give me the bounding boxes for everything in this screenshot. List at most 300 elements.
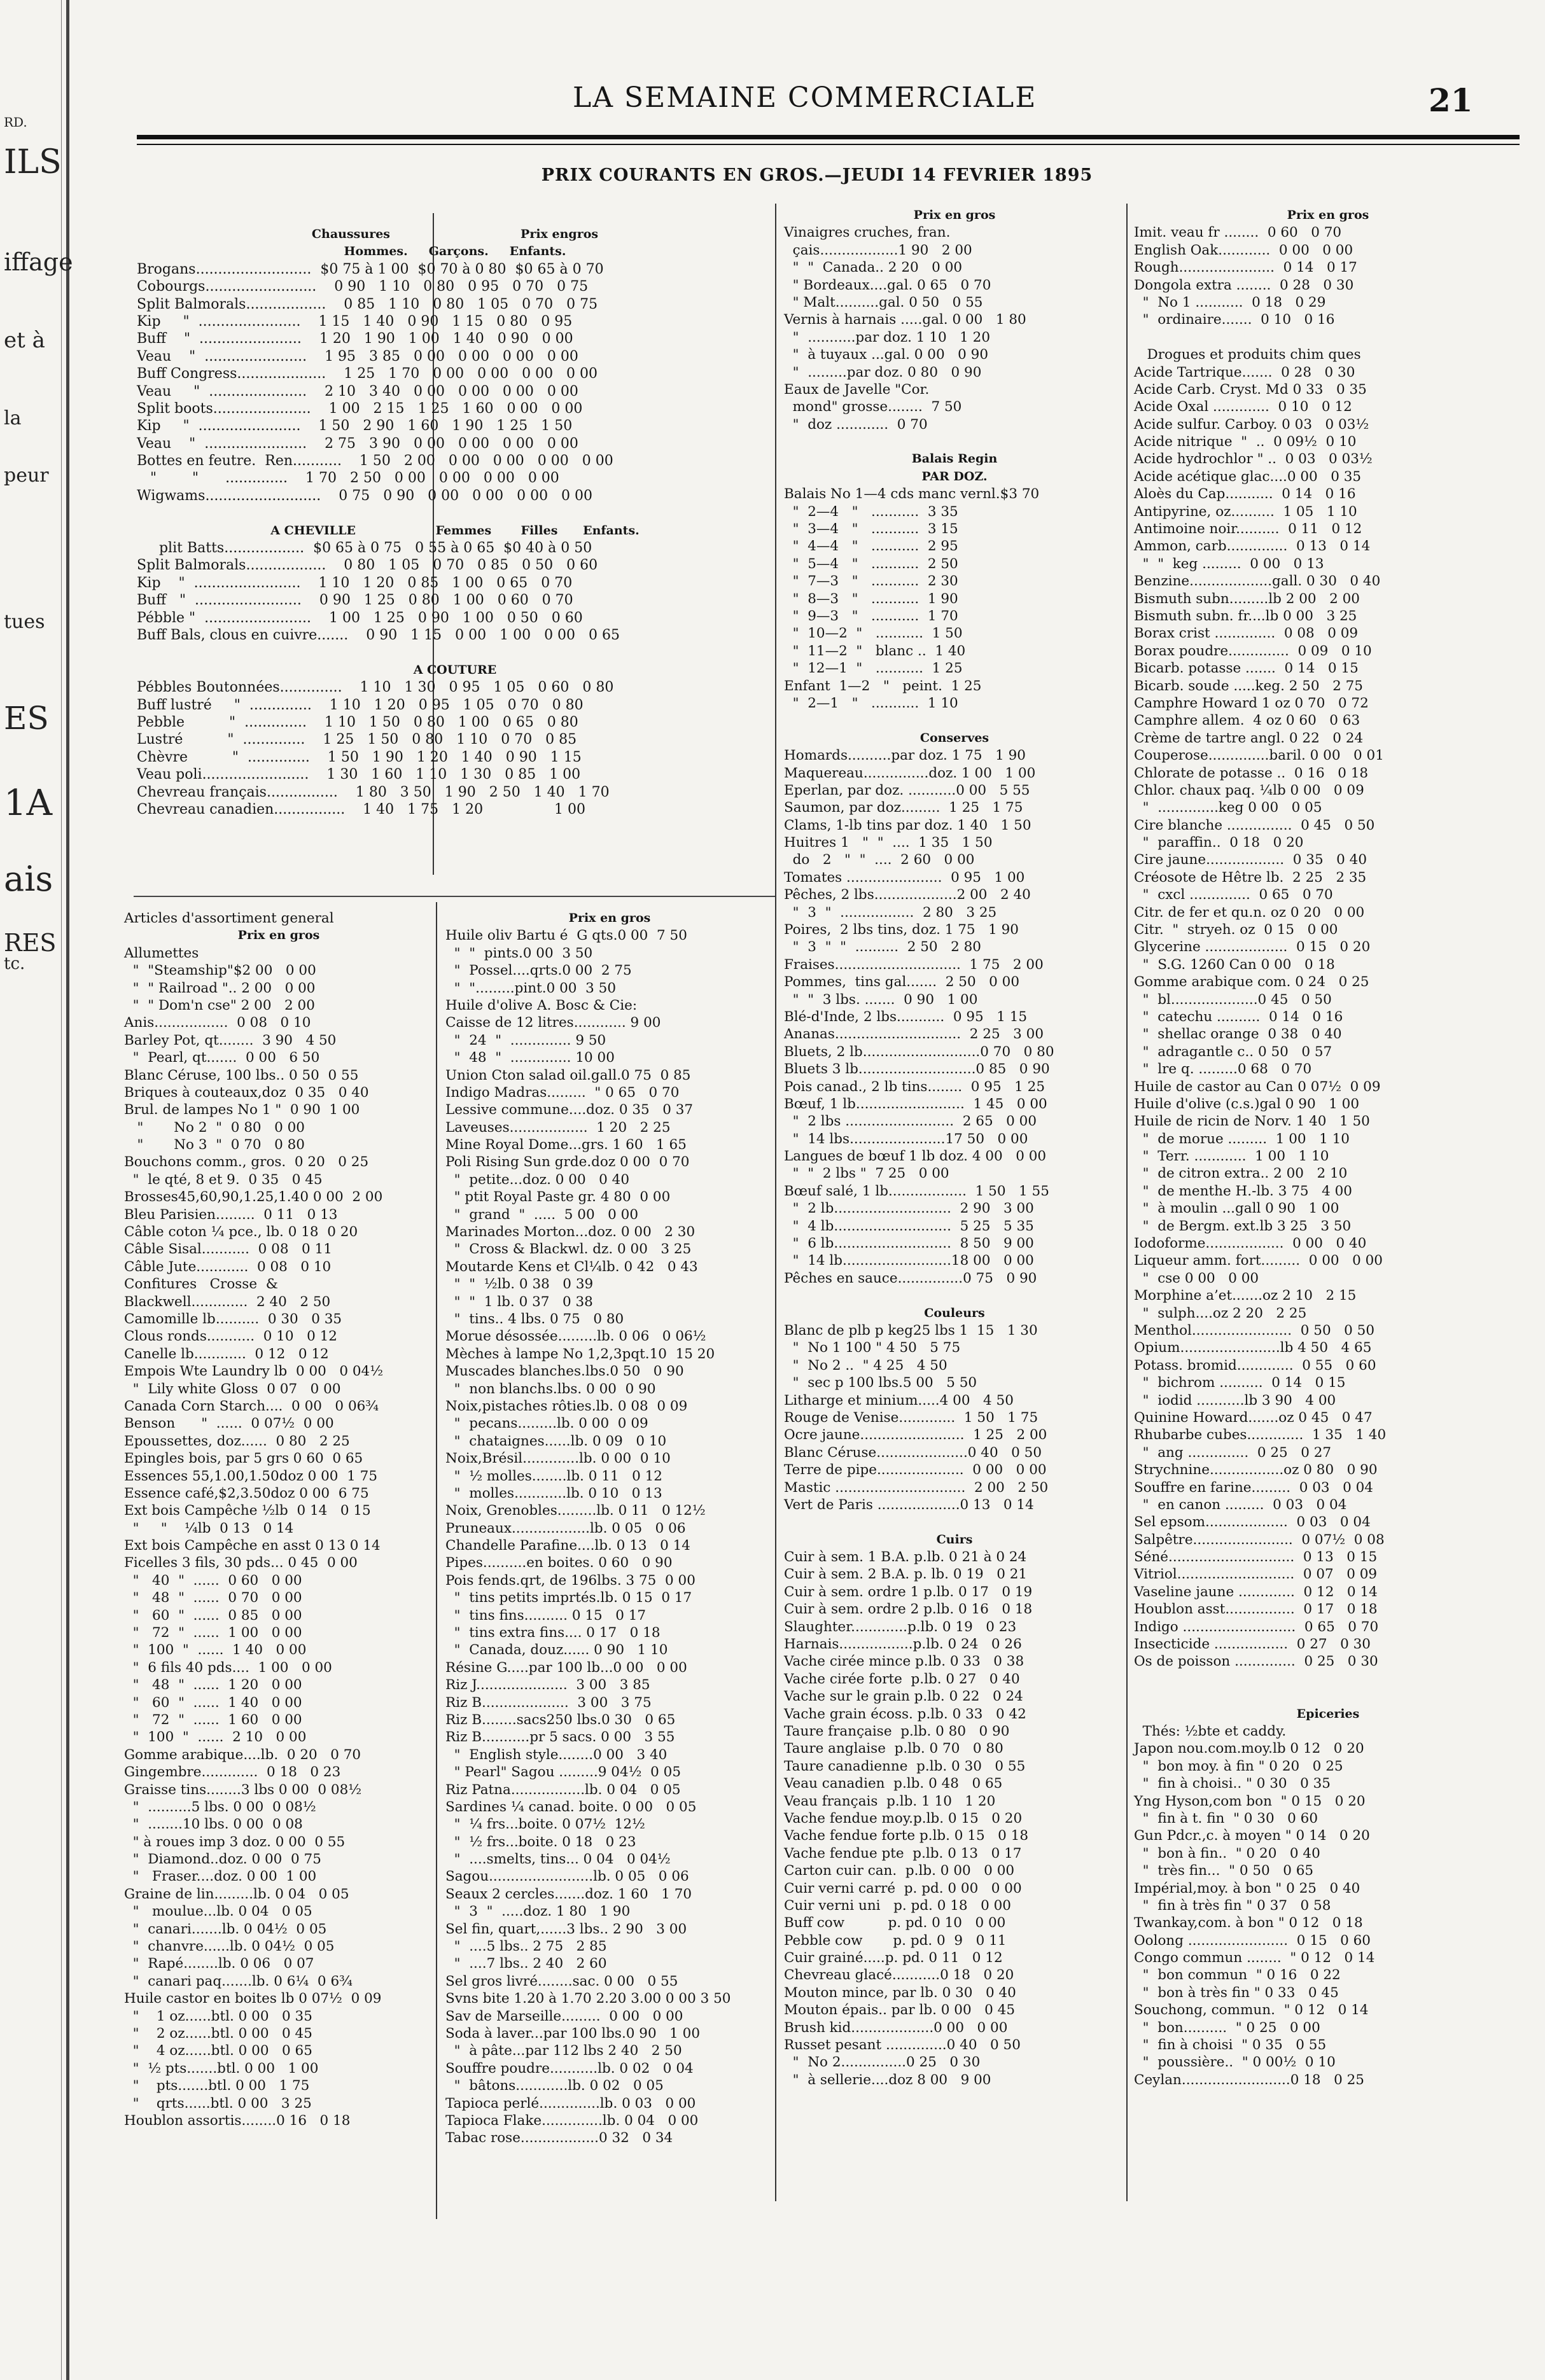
price-line: " Fraser....doz. 0 00 1 00 <box>124 1869 317 1885</box>
price-line: " ½ frs...boite. 0 18 0 23 <box>445 1834 636 1850</box>
price-line: Carton cuir can. p.lb. 0 00 0 00 <box>784 1863 1015 1879</box>
price-line: Sardines ¼ canad. boite. 0 00 0 05 <box>445 1799 697 1815</box>
price-line: Strychnine.................oz 0 80 0 90 <box>1134 1462 1378 1479</box>
price-line: " No 1 ........... 0 18 0 29 <box>1134 294 1326 310</box>
price-line: " 72 " ...... 1 60 0 00 <box>124 1711 302 1728</box>
price-line: " No 1 100 " 4 50 5 75 <box>784 1340 961 1356</box>
price-line: Mastic .............................. 2 00 2 50 <box>784 1479 1049 1496</box>
price-line: Blanc Céruse.....................0 40 0 50 <box>784 1444 1042 1461</box>
price-line: " en canon ......... 0 03 0 04 <box>1134 1496 1347 1513</box>
price-line: " shellac orange 0 38 0 40 <box>1134 1026 1342 1043</box>
price-line: Acide hydrochlor " .. 0 03 0 03½ <box>1134 451 1373 468</box>
price-line: " grand " ..... 5 00 0 00 <box>445 1206 639 1223</box>
price-line: Japon nou.com.moy.lb 0 12 0 20 <box>1134 1741 1364 1757</box>
price-line: Résine G.....par 100 lb...0 00 0 00 <box>445 1659 687 1676</box>
price-line: " ...........par doz. 1 10 1 20 <box>784 329 991 345</box>
price-line: Huile de castor au Can 0 07½ 0 09 <box>1134 1078 1381 1095</box>
price-line: " tins petits imprtés.lb. 0 15 0 17 <box>445 1590 692 1606</box>
price-line: plit Batts.................. $0 65 à 0 75 0 55 à 0 65 $0 40 à 0 50 <box>137 540 592 557</box>
price-line: " 2—1 " ........... 1 10 <box>784 695 958 711</box>
price-line: Borax crist .............. 0 08 0 09 <box>1134 625 1359 642</box>
price-line: Dongola extra ........ 0 28 0 30 <box>1134 277 1354 293</box>
price-line: " 24 " .............. 9 50 <box>445 1032 606 1048</box>
price-line: Mine Royal Dome...grs. 1 60 1 65 <box>445 1137 687 1153</box>
price-line: Bouchons comm., gros. 0 20 0 25 <box>124 1154 369 1171</box>
price-line: " No 2 .. " 4 25 4 50 <box>784 1357 947 1374</box>
price-line: " 11—2 " blanc .. 1 40 <box>784 643 966 659</box>
price-line: " de menthe H.-lb. 3 75 4 00 <box>1134 1183 1352 1199</box>
price-line: Laveuses.................. 1 20 2 25 <box>445 1119 671 1136</box>
price-line: " bon à fin.. " 0 20 0 40 <box>1134 1845 1320 1862</box>
column-rule <box>775 204 776 2201</box>
binding-rule <box>66 0 69 2380</box>
price-line: Eperlan, par doz. ...........0 00 5 55 <box>784 782 1030 798</box>
column-rule <box>436 902 437 2219</box>
price-line: Acide acétique glac....0 00 0 35 <box>1134 468 1362 485</box>
price-line <box>784 1287 1125 1304</box>
price-line: Opium.......................lb 4 50 4 65 <box>1134 1340 1372 1356</box>
price-line: Pruneaux..................lb. 0 05 0 06 <box>445 1520 686 1536</box>
price-line: Muscades blanches.lbs.0 50 0 90 <box>445 1363 684 1380</box>
price-line: Souffre en farine......... 0 03 0 04 <box>1134 1479 1373 1496</box>
section-heading: Chaussures Prix engros <box>311 227 599 241</box>
price-line: Essence café,$2,3.50doz 0 00 6 75 <box>124 1485 369 1501</box>
price-line: Terre de pipe.................... 0 00 0 00 <box>784 1462 1047 1479</box>
price-line: Vitriol........................... 0 07 0 09 <box>1134 1566 1378 1583</box>
price-line: Huile castor en boites lb 0 07½ 0 09 <box>124 1991 382 2007</box>
head-rule-thick <box>137 135 1520 139</box>
section-rule <box>134 896 775 897</box>
price-line: " 72 " ...... 1 00 0 00 <box>124 1625 302 1641</box>
price-line: " 12—1 " ........... 1 25 <box>784 660 963 677</box>
section-heading: Prix en gros <box>568 911 651 925</box>
price-line: " 3 " ................. 2 80 3 25 <box>784 904 997 921</box>
margin-fragment: peur <box>4 464 49 487</box>
price-line: " de Bergm. ext.lb 3 25 3 50 <box>1134 1218 1352 1234</box>
price-line: " " keg ......... 0 00 0 13 <box>1134 555 1324 572</box>
price-line: " " 1 lb. 0 37 0 38 <box>445 1293 593 1310</box>
price-line: " Terr. ............ 1 00 1 10 <box>1134 1148 1329 1165</box>
price-line: " bl....................0 45 0 50 <box>1134 991 1332 1008</box>
price-line: " Pearl" Sagou .........9 04½ 0 05 <box>445 1764 682 1781</box>
price-line: Sel epsom................... 0 03 0 04 <box>1134 1514 1371 1531</box>
price-line: " 48 " ...... 0 70 0 00 <box>124 1590 302 1606</box>
price-line: Langues de bœuf 1 lb doz. 4 00 0 00 <box>784 1148 1047 1165</box>
section-heading: Prix en gros <box>237 928 320 943</box>
price-line: " Possel....qrts.0 00 2 75 <box>445 963 632 979</box>
price-line: Ext bois Campêche ½lb 0 14 0 15 <box>124 1503 371 1519</box>
price-line: Chlor. chaux paq. ¼lb 0 00 0 09 <box>1134 782 1364 798</box>
price-line: Cire blanche ............... 0 45 0 50 <box>1134 817 1375 833</box>
price-line: " qrts......btl. 0 00 3 25 <box>124 2095 312 2112</box>
price-line: " canari.......lb. 0 04½ 0 05 <box>124 1921 327 1937</box>
price-line: Ext bois Campêche en asst 0 13 0 14 <box>124 1538 381 1554</box>
price-line: " moulue...lb. 0 04 0 05 <box>124 1903 312 1920</box>
price-line: " .........par doz. 0 80 0 90 <box>784 364 982 380</box>
price-line: Os de poisson .............. 0 25 0 30 <box>1134 1653 1378 1670</box>
price-line: " chanvre......lb. 0 04½ 0 05 <box>124 1938 335 1955</box>
column-rule <box>1126 204 1128 2201</box>
price-line: Benson " ...... 0 07½ 0 00 <box>124 1416 334 1432</box>
price-line: " sulph....oz 2 20 2 25 <box>1134 1305 1307 1321</box>
price-line: " très fin... " 0 50 0 65 <box>1134 1863 1314 1879</box>
price-line: " canari paq.......lb. 0 6¼ 0 6¾ <box>124 1973 353 1989</box>
left-margin-fragments <box>0 108 73 2335</box>
section-heading: Couleurs <box>924 1305 985 1320</box>
price-line: " ½ pts.......btl. 0 00 1 00 <box>124 2060 319 2077</box>
price-line: Poli Rising Sun grde.doz 0 00 0 70 <box>445 1154 690 1171</box>
price-line: Blackwell............. 2 40 2 50 <box>124 1293 331 1310</box>
price-line: Gun Pdcr.,c. à moyen " 0 14 0 20 <box>1134 1828 1370 1844</box>
price-line: Bicarb. soude .....keg. 2 50 2 75 <box>1134 678 1363 694</box>
price-line: " chataignes......lb. 0 09 0 10 <box>445 1433 667 1449</box>
price-line: " 5—4 " ........... 2 50 <box>784 555 958 572</box>
price-line: Twankay,com. à bon " 0 12 0 18 <box>1134 1915 1363 1931</box>
price-line: Kip " ....................... 1 50 2 90 1 60 1 90 1 25 1 50 <box>137 418 573 435</box>
price-line: Bottes en feutre. Ren........... 1 50 2 00 0 00 0 00 0 00 0 00 <box>137 453 613 470</box>
price-line: Allumettes <box>124 945 199 961</box>
price-line: Kip " ........................ 1 10 1 20 0 85 1 00 0 65 0 70 <box>137 574 573 591</box>
price-line: Canada Corn Starch.... 0 00 0 06¾ <box>124 1398 379 1414</box>
price-line: Oolong ....................... 0 15 0 60 <box>1134 1932 1371 1949</box>
price-line: Veau " ...................... 2 10 3 40 0 00 0 00 0 00 0 00 <box>137 383 578 400</box>
price-line: Tapioca Flake..............lb. 0 04 0 00 <box>445 2112 699 2129</box>
price-line: Cobourgs......................... 0 90 1 10 0 80 0 95 0 70 0 75 <box>137 279 589 295</box>
price-line: Imit. veau fr ........ 0 60 0 70 <box>1134 225 1342 241</box>
price-line: " " ½lb. 0 38 0 39 <box>445 1276 594 1293</box>
price-line: Indigo Madras......... " 0 65 0 70 <box>445 1084 680 1101</box>
price-line: Mèches à lampe No 1,2,3pqt.10 15 20 <box>445 1346 715 1362</box>
price-line: " " pints.0 00 3 50 <box>445 945 593 961</box>
price-line: Veau " ....................... 2 75 3 90 0 00 0 00 0 00 0 00 <box>137 435 578 452</box>
price-line: Taure canadienne p.lb. 0 30 0 55 <box>784 1758 1026 1774</box>
price-line: Wigwams.......................... 0 75 0 90 0 00 0 00 0 00 0 00 <box>137 487 593 504</box>
head-rule-thin <box>137 144 1520 145</box>
price-line: Articles d'assortiment general <box>124 910 334 926</box>
price-line: " Cross & Blackwl. dz. 0 00 3 25 <box>445 1241 692 1258</box>
price-line: Rhubarbe cubes............. 1 35 1 40 <box>1134 1427 1387 1444</box>
price-line: Poires, 2 lbs tins, doz. 1 75 1 90 <box>784 922 1019 938</box>
price-line: Graine de lin.........lb. 0 04 0 05 <box>124 1886 349 1902</box>
price-line: " " 3 lbs. ....... 0 90 1 00 <box>784 991 978 1008</box>
price-line: " 100 " ...... 2 10 0 00 <box>124 1729 307 1746</box>
price-line: Couperose..............baril. 0 00 0 01 <box>1134 748 1384 764</box>
price-line: Buff Bals, clous en cuivre....... 0 90 1 15 0 00 1 00 0 00 0 65 <box>137 627 620 643</box>
price-line: " Pearl, qt....... 0 00 6 50 <box>124 1050 320 1066</box>
price-line: Riz B........sacs250 lbs.0 30 0 65 <box>445 1711 676 1728</box>
price-line: Pipes..........en boites. 0 60 0 90 <box>445 1555 673 1571</box>
price-line: Chlorate de potasse .. 0 16 0 18 <box>1134 765 1369 781</box>
price-line: Glycerine ................... 0 15 0 20 <box>1134 939 1371 956</box>
price-line: " 14 lbs......................17 50 0 00 <box>784 1131 1028 1147</box>
price-line: " 2 oz......btl. 0 00 0 45 <box>124 2026 312 2042</box>
price-line: Kip " ....................... 1 15 1 40 0 90 1 15 0 80 0 95 <box>137 313 573 330</box>
price-line: Buff " ....................... 1 20 1 90 1 00 1 40 0 90 0 00 <box>137 331 573 347</box>
price-line: Veau canadien p.lb. 0 48 0 65 <box>784 1776 1003 1792</box>
section-heading: A CHEVILLE Femmes Filles Enfants. <box>270 523 640 538</box>
price-line: Vert de Paris ...................0 13 0 14 <box>784 1496 1034 1513</box>
price-line: " bâtons............lb. 0 02 0 05 <box>445 2078 664 2094</box>
price-line: Graisse tins........3 lbs 0 00 0 08½ <box>124 1781 362 1798</box>
price-line: Drogues et produits chim ques <box>1134 347 1361 363</box>
price-line: Gingembre............. 0 18 0 23 <box>124 1764 341 1781</box>
price-line: " 2—4 " ........... 3 35 <box>784 503 958 520</box>
price-line: Ocre jaune........................ 1 25 2 00 <box>784 1427 1047 1444</box>
price-line: Veau français p.lb. 1 10 1 20 <box>784 1793 996 1809</box>
section-heading: PAR DOZ. <box>921 469 988 484</box>
price-line: Pébble " ........................ 1 00 1 25 0 90 1 00 0 50 0 60 <box>137 609 583 626</box>
price-line: çais..................1 90 2 00 <box>784 242 972 258</box>
price-line <box>137 644 773 661</box>
margin-fragment: RES <box>4 929 57 957</box>
price-line: Pebble cow p. pd. 0 9 0 11 <box>784 1932 1007 1949</box>
price-line: Lustré " .............. 1 25 1 50 0 80 1 10 0 70 0 85 <box>137 732 577 748</box>
price-line: " 7—3 " ........... 2 30 <box>784 573 958 590</box>
price-line: Huile oliv Bartu é G qts.0 00 7 50 <box>445 928 687 944</box>
price-line: Pois fends.qrt, de 196lbs. 3 75 0 00 <box>445 1572 696 1589</box>
price-line: Mouton épais.. par lb. 0 00 0 45 <box>784 2002 1016 2019</box>
price-line: Soda à laver...par 100 lbs.0 90 1 00 <box>445 2026 701 2042</box>
price-line: Gomme arabique com. 0 24 0 25 <box>1134 974 1369 991</box>
price-line: Congo commun ........ " 0 12 0 14 <box>1134 1950 1375 1966</box>
price-line: Riz B.................... 3 00 3 75 <box>445 1694 652 1711</box>
price-line: Canelle lb............ 0 12 0 12 <box>124 1346 329 1362</box>
price-line: " 40 " ...... 0 60 0 00 <box>124 1572 302 1589</box>
price-line: Briques à couteaux,doz 0 35 0 40 <box>124 1084 369 1101</box>
price-line: Insecticide ................. 0 27 0 30 <box>1134 1636 1371 1653</box>
price-line: Rouge de Venise............. 1 50 1 75 <box>784 1409 1038 1426</box>
price-line: " bon moy. à fin " 0 20 0 25 <box>1134 1758 1343 1774</box>
price-line: Acide Tartrique....... 0 28 0 30 <box>1134 364 1355 380</box>
margin-fragment: ais <box>4 859 53 899</box>
price-line: Pébbles Boutonnées.............. 1 10 1 30 0 95 1 05 0 60 0 80 <box>137 679 614 696</box>
price-line: Huile d'olive A. Bosc & Cie: <box>445 997 638 1013</box>
price-line: " 3 " " .......... 2 50 2 80 <box>784 939 981 956</box>
price-line: " ....smelts, tins... 0 04 0 04½ <box>445 1851 671 1868</box>
price-line: Riz Patna.................lb. 0 04 0 05 <box>445 1781 681 1798</box>
price-line: Bicarb. potasse ....... 0 14 0 15 <box>1134 660 1359 677</box>
margin-fragment: tues <box>4 611 45 633</box>
price-line: " lre q. .........0 68 0 70 <box>1134 1061 1312 1078</box>
price-line: Câble Sisal........... 0 08 0 11 <box>124 1241 332 1258</box>
price-line: Impérial,moy. à bon " 0 25 0 40 <box>1134 1880 1360 1896</box>
section-heading: Epiceries <box>1296 1706 1360 1721</box>
price-line: Barley Pot, qt........ 3 90 4 50 <box>124 1032 337 1048</box>
price-line: Split Balmorals.................. 0 85 1 10 0 80 1 05 0 70 0 75 <box>137 296 598 312</box>
price-line: Buff lustré " .............. 1 10 1 20 0 95 1 05 0 70 0 80 <box>137 697 584 713</box>
price-line: Morue désossée.........lb. 0 06 0 06½ <box>445 1328 706 1345</box>
price-line: " non blanchs.lbs. 0 00 0 90 <box>445 1381 656 1397</box>
section-heading: Conserves <box>919 730 989 745</box>
price-line: Bismuth subn. fr....lb 0 00 3 25 <box>1134 608 1357 624</box>
margin-fragment: RD. <box>4 115 27 130</box>
page-number: 21 <box>1429 81 1473 119</box>
price-line: " Bordeaux....gal. 0 65 0 70 <box>784 277 991 293</box>
price-line: " Lily white Gloss 0 07 0 00 <box>124 1381 341 1397</box>
price-line: Sagou........................lb. 0 05 0 06 <box>445 1869 689 1885</box>
price-line <box>1134 1671 1522 1688</box>
price-line: Aloès du Cap........... 0 14 0 16 <box>1134 486 1356 503</box>
price-line: " " Railroad ".. 2 00 0 00 <box>124 980 316 996</box>
section-heading: Balais Regin <box>911 452 998 466</box>
price-line: " doz ............ 0 70 <box>784 416 928 433</box>
price-line: Bœuf salé, 1 lb.................. 1 50 1 55 <box>784 1183 1049 1199</box>
price-line: Liqueur amm. fort......... 0 00 0 00 <box>1134 1253 1383 1269</box>
price-line: Pebble " .............. 1 10 1 50 0 80 1 00 0 65 0 80 <box>137 714 578 730</box>
price-line: Cuir verni carré p. pd. 0 00 0 00 <box>784 1880 1022 1896</box>
price-line: Souffre poudre...........lb. 0 02 0 04 <box>445 2060 694 2077</box>
price-line: Cuir grainé.....p. pd. 0 11 0 12 <box>784 1950 1003 1966</box>
price-line: " 4 oz......btl. 0 00 0 65 <box>124 2043 312 2059</box>
price-line: Cire jaune.................. 0 35 0 40 <box>1134 852 1367 868</box>
price-line: " tins.. 4 lbs. 0 75 0 80 <box>445 1311 624 1327</box>
price-line: " fin à très fin " 0 37 0 58 <box>1134 1897 1331 1914</box>
price-line: Acide sulfur. Carboy. 0 03 0 03½ <box>1134 416 1369 433</box>
price-line: " de morue ......... 1 00 1 10 <box>1134 1131 1350 1147</box>
price-line: " bichrom .......... 0 14 0 15 <box>1134 1375 1346 1391</box>
price-line: " 8—3 " ........... 1 90 <box>784 590 958 607</box>
price-line: Séné............................. 0 13 0 15 <box>1134 1549 1378 1566</box>
price-line: Acide Carb. Cryst. Md 0 33 0 35 <box>1134 381 1367 398</box>
price-line: Cuir à sem. ordre 2 p.lb. 0 16 0 18 <box>784 1601 1033 1618</box>
price-line: " à roues imp 3 doz. 0 00 0 55 <box>124 1834 346 1850</box>
price-line: Cuir à sem. 1 B.A. p.lb. 0 21 à 0 24 <box>784 1549 1027 1566</box>
price-line: " 60 " ...... 1 40 0 00 <box>124 1694 302 1711</box>
price-line: Taure française p.lb. 0 80 0 90 <box>784 1723 1010 1739</box>
price-line: Buff " ........................ 0 90 1 25 0 80 1 00 0 60 0 70 <box>137 592 573 609</box>
price-line: " 6 fils 40 pds.... 1 00 0 00 <box>124 1659 332 1676</box>
price-line: Split boots...................... 1 00 2 15 1 25 1 60 0 00 0 00 <box>137 400 583 417</box>
price-line: Antimoine noir.......... 0 11 0 12 <box>1134 521 1362 538</box>
price-line: Tapioca perlé..............lb. 0 03 0 00 <box>445 2095 696 2112</box>
price-line: " le qté, 8 et 9. 0 35 0 45 <box>124 1171 323 1188</box>
articles-assortiment-column <box>124 910 433 2214</box>
price-line: " ordinaire....... 0 10 0 16 <box>1134 312 1335 328</box>
price-line <box>1134 329 1522 346</box>
price-line: " " 2 lbs " 7 25 0 00 <box>784 1166 949 1182</box>
price-line: Clous ronds........... 0 10 0 12 <box>124 1328 337 1345</box>
price-line: " poussière.. " 0 00½ 0 10 <box>1134 2054 1336 2071</box>
price-line: " 100 " ...... 1 40 0 00 <box>124 1642 307 1659</box>
price-line: Chevreau français................ 1 80 3 50 1 90 2 50 1 40 1 70 <box>137 784 610 800</box>
price-line: " No 2...............0 25 0 30 <box>784 2054 981 2071</box>
price-line: " No 3 " 0 70 0 80 <box>124 1137 305 1153</box>
price-line: Essences 55,1.00,1.50doz 0 00 1 75 <box>124 1468 378 1484</box>
section-heading: Hommes. Garçons. Enfants. <box>344 244 566 259</box>
price-line: " à moulin ...gall 0 90 1 00 <box>1134 1200 1339 1217</box>
price-line: " ........10 lbs. 0 00 0 08 <box>124 1816 303 1833</box>
price-line: Veau poli........................ 1 30 1 60 1 10 1 30 0 85 1 00 <box>137 767 581 783</box>
price-line: Vinaigres cruches, fran. <box>784 225 951 241</box>
price-line: Taure anglaise p.lb. 0 70 0 80 <box>784 1741 1003 1757</box>
price-line: " cxcl .............. 0 65 0 70 <box>1134 887 1333 903</box>
price-line: " 60 " ...... 0 85 0 00 <box>124 1607 302 1624</box>
price-line: Camomille lb.......... 0 30 0 35 <box>124 1311 342 1327</box>
price-line: Moutarde Kens et Cl¼lb. 0 42 0 43 <box>445 1258 698 1275</box>
price-line <box>1134 1688 1522 1705</box>
price-line: Antipyrine, oz.......... 1 05 1 10 <box>1134 503 1357 520</box>
price-line: Noix,Brésil.............lb. 0 00 0 10 <box>445 1451 671 1467</box>
price-line: Pommes, tins gal....... 2 50 0 00 <box>784 974 1020 991</box>
price-line: Saumon, par doz......... 1 25 1 75 <box>784 800 1023 816</box>
price-line: Ceylan.........................0 18 0 25 <box>1134 2071 1364 2088</box>
price-line: Lessive commune....doz. 0 35 0 37 <box>445 1102 694 1118</box>
price-line: Salpêtre....................... 0 07½ 0 08 <box>1134 1531 1385 1548</box>
price-line: Union Cton salad oil.gall.0 75 0 85 <box>445 1067 691 1083</box>
price-line <box>784 433 1125 450</box>
price-line: Ammon, carb.............. 0 13 0 14 <box>1134 538 1371 555</box>
price-line: Confitures Crosse & <box>124 1276 278 1293</box>
price-line: Ananas............................. 2 25 3 00 <box>784 1026 1044 1043</box>
margin-fragment: ILS <box>4 143 62 181</box>
price-line: " tins extra fins.... 0 17 0 18 <box>445 1625 661 1641</box>
price-line <box>784 712 1125 729</box>
price-line: Pois canad., 2 lb tins........ 0 95 1 25 <box>784 1078 1045 1095</box>
price-line: Noix,pistaches rôties.lb. 0 08 0 09 <box>445 1398 688 1414</box>
margin-fragment: iffage <box>4 248 73 276</box>
price-line: " fin à choisi.. " 0 30 0 35 <box>1134 1776 1331 1792</box>
price-line: " adragantle c.. 0 50 0 57 <box>1134 1043 1332 1060</box>
price-line: " ¼ frs...boite. 0 07½ 12½ <box>445 1816 645 1833</box>
price-line: Ficelles 3 fils, 30 pds... 0 45 0 00 <box>124 1555 358 1571</box>
price-line: Pêches, 2 lbs...................2 00 2 40 <box>784 887 1031 903</box>
section-heading: Prix en gros <box>913 208 996 222</box>
price-line: Bismuth subn.........lb 2 00 2 00 <box>1134 590 1360 607</box>
price-line: Huile d'olive (c.s.)gal 0 90 1 00 <box>1134 1096 1360 1112</box>
price-line: Buff cow p. pd. 0 10 0 00 <box>784 1915 1006 1931</box>
price-line: Huile de ricin de Norv. 1 40 1 50 <box>1134 1113 1370 1130</box>
price-line: Vache fendue pte p.lb. 0 13 0 17 <box>784 1845 1022 1862</box>
price-line: Cuir verni uni p. pd. 0 18 0 00 <box>784 1897 1011 1914</box>
price-line: " ½ molles........lb. 0 11 0 12 <box>445 1468 662 1484</box>
price-line: " sec p 100 lbs.5 00 5 50 <box>784 1375 977 1391</box>
price-line: " "Steamship"$2 00 0 00 <box>124 963 316 979</box>
price-line: Câble coton ¼ pce., lb. 0 18 0 20 <box>124 1224 358 1241</box>
chaussures-section <box>137 226 773 887</box>
price-line: Bluets, 2 lb...........................0 70 0 80 <box>784 1043 1054 1060</box>
price-line: " fin à choisi " 0 35 0 55 <box>1134 2037 1327 2054</box>
price-line: Anis................. 0 08 0 10 <box>124 1015 311 1031</box>
price-line: Clams, 1-lb tins par doz. 1 40 1 50 <box>784 817 1031 833</box>
price-line: Eaux de Javelle "Cor. <box>784 381 930 398</box>
price-line: " de citron extra.. 2 00 2 10 <box>1134 1166 1348 1182</box>
price-line: Riz B...........pr 5 sacs. 0 00 3 55 <box>445 1729 675 1746</box>
price-list-title <box>0 165 1545 185</box>
price-line: " S.G. 1260 Can 0 00 0 18 <box>1134 956 1335 973</box>
price-line: Morphine a’et.......oz 2 10 2 15 <box>1134 1288 1357 1304</box>
price-line: Epingles bois, par 5 grs 0 60 0 65 <box>124 1451 363 1467</box>
price-line: Indigo .......................... 0 65 0 70 <box>1134 1618 1379 1635</box>
price-line: " pecans.........lb. 0 00 0 09 <box>445 1416 648 1432</box>
price-line: Mouton mince, par lb. 0 30 0 40 <box>784 1984 1016 2001</box>
price-line: " " Dom'n cse" 2 00 2 00 <box>124 997 315 1013</box>
price-line: Potass. bromid............. 0 55 0 60 <box>1134 1357 1376 1374</box>
price-line: Houblon assortis........0 16 0 18 <box>124 2112 351 2129</box>
price-line: Chevreau glacé...........0 18 0 20 <box>784 1967 1014 1984</box>
price-line: " molles............lb. 0 10 0 13 <box>445 1485 662 1501</box>
price-line: Epoussettes, doz...... 0 80 2 25 <box>124 1433 350 1449</box>
price-line: Houblon asst................ 0 17 0 18 <box>1134 1601 1378 1618</box>
price-line: Citr. de fer et qu.n. oz 0 20 0 00 <box>1134 904 1365 921</box>
price-line: Câble Jute............ 0 08 0 10 <box>124 1258 332 1275</box>
margin-fragment: et à <box>4 328 45 353</box>
price-line: " ang .............. 0 25 0 27 <box>1134 1444 1332 1461</box>
price-line: Russet pesant ..............0 40 0 50 <box>784 2037 1021 2054</box>
price-line: English Oak............ 0 00 0 00 <box>1134 242 1353 258</box>
price-line: Blé-d'Inde, 2 lbs........... 0 95 1 15 <box>784 1008 1028 1025</box>
price-line: Blanc Céruse, 100 lbs.. 0 50 0 55 <box>124 1067 359 1083</box>
price-line: Chèvre " .............. 1 50 1 90 1 20 1 40 0 90 1 15 <box>137 749 582 765</box>
